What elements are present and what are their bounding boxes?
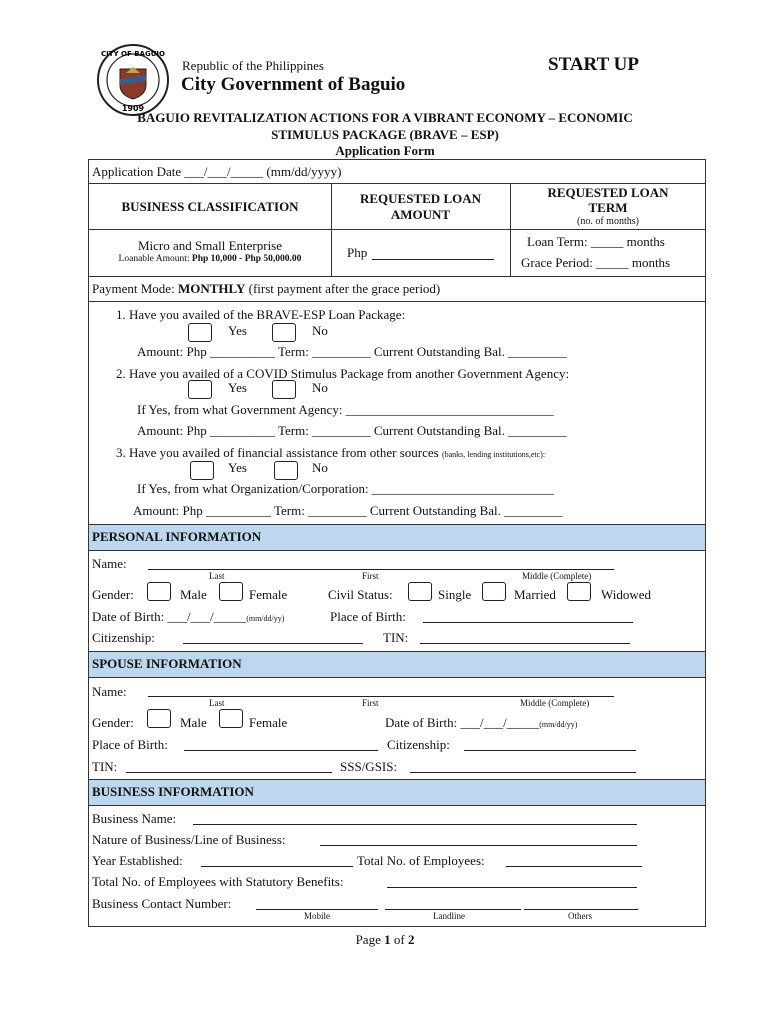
form-title-line3: Application Form xyxy=(335,143,435,158)
divider xyxy=(88,550,706,551)
question-2: 2. Have you availed of a COVID Stimulus Package from another Government Agency: xyxy=(116,366,570,381)
q2-yes-checkbox[interactable] xyxy=(188,380,212,399)
statutory-employees-label: Total No. of Employees with Statutory Benefits: xyxy=(92,874,344,889)
payment-mode-note: (first payment after the grace period) xyxy=(248,281,441,296)
total-employees-input[interactable] xyxy=(506,866,642,867)
personal-male-label: Male xyxy=(180,587,207,602)
q3-amount-line[interactable]: Amount: Php __________ Term: _________ Current Outstanding Bal. _________ xyxy=(133,503,563,518)
spouse-sss-label: SSS/GSIS: xyxy=(340,759,398,774)
personal-dob-format: (mm/dd/yy) xyxy=(246,614,285,623)
spouse-tin-label: TIN: xyxy=(92,759,118,774)
married-label: Married xyxy=(514,587,556,602)
spouse-middle-caption: Middle (Complete) xyxy=(520,698,590,708)
q1-no-label: No xyxy=(312,323,328,338)
spouse-dob-field[interactable] xyxy=(385,715,577,731)
personal-info-title: PERSONAL INFORMATION xyxy=(92,529,262,544)
loanable-prefix: Loanable Amount: xyxy=(118,254,190,264)
q3-no-checkbox[interactable] xyxy=(274,461,298,480)
page-total: 2 xyxy=(407,932,415,947)
republic-text: Republic of the Philippines xyxy=(182,58,324,73)
question-3-note: (banks, lending institutions,etc): xyxy=(441,450,546,459)
business-type: Micro and Small Enterprise xyxy=(137,238,283,253)
col-requested-amount-1: REQUESTED LOAN xyxy=(360,191,481,206)
spouse-last-caption: Last xyxy=(209,698,225,708)
question-1: 1. Have you availed of the BRAVE-ESP Loan Package: xyxy=(116,307,406,322)
spouse-female-label: Female xyxy=(249,715,288,730)
spouse-male-label: Male xyxy=(180,715,207,730)
seal-year: 1909 xyxy=(121,104,145,113)
divider xyxy=(88,301,706,302)
grace-period-field[interactable]: Grace Period: _____ months xyxy=(521,255,671,270)
spouse-sss-input[interactable] xyxy=(410,772,636,773)
loanable-value: Php 10,000 - Php 50,000.00 xyxy=(191,254,302,264)
others-caption: Others xyxy=(568,911,592,921)
spouse-female-checkbox[interactable] xyxy=(219,709,243,728)
col-requested-term-3: (no. of months) xyxy=(577,216,639,227)
personal-citizenship-label: Citizenship: xyxy=(92,630,155,645)
personal-first-caption: First xyxy=(362,571,379,581)
q2-no-label: No xyxy=(312,380,328,395)
personal-pob-input[interactable] xyxy=(423,622,633,623)
divider xyxy=(88,805,706,806)
personal-middle-caption: Middle (Complete) xyxy=(522,571,592,581)
q2-yes-label: Yes xyxy=(228,380,247,395)
personal-name-label: Name: xyxy=(92,556,127,571)
personal-name-input[interactable] xyxy=(148,569,614,570)
page-of: of xyxy=(393,932,405,947)
single-checkbox[interactable] xyxy=(408,582,432,601)
spouse-tin-input[interactable] xyxy=(126,772,332,773)
spouse-gender-label: Gender: xyxy=(92,715,134,730)
year-established-label: Year Established: xyxy=(92,853,183,868)
question-3-text: 3. Have you availed of financial assistance from other sources xyxy=(116,445,439,460)
php-label: Php xyxy=(347,245,368,260)
business-nature-label: Nature of Business/Line of Business: xyxy=(92,832,286,847)
personal-pob-label: Place of Birth: xyxy=(330,609,406,624)
form-title-line2: STIMULUS PACKAGE (BRAVE – ESP) xyxy=(271,127,499,142)
spouse-name-input[interactable] xyxy=(148,696,614,697)
personal-tin-label: TIN: xyxy=(383,630,409,645)
spouse-male-checkbox[interactable] xyxy=(147,709,171,728)
payment-mode xyxy=(92,281,440,297)
personal-female-label: Female xyxy=(249,587,288,602)
spouse-first-caption: First xyxy=(362,698,379,708)
form-title-line1: BAGUIO REVITALIZATION ACTIONS FOR A VIBRANT ECONOMY – ECONOMIC xyxy=(137,110,633,125)
q1-yes-checkbox[interactable] xyxy=(188,323,212,342)
q2-amount-line[interactable]: Amount: Php __________ Term: _________ Current Outstanding Bal. _________ xyxy=(137,423,567,438)
q3-yes-label: Yes xyxy=(228,460,247,475)
loanable-amount xyxy=(89,254,331,264)
q3-org-line[interactable]: If Yes, from what Organization/Corporation: ____________________________ xyxy=(137,481,554,496)
others-input[interactable] xyxy=(524,909,638,910)
mobile-input[interactable] xyxy=(256,909,378,910)
personal-last-caption: Last xyxy=(209,571,225,581)
page-number xyxy=(0,932,770,948)
spouse-pob-label: Place of Birth: xyxy=(92,737,168,752)
page-prefix: Page xyxy=(355,932,381,947)
civil-status-label: Civil Status: xyxy=(328,587,393,602)
spouse-dob-label: Date of Birth: ___/___/_____ xyxy=(385,715,540,730)
personal-dob-label: Date of Birth: ___/___/_____ xyxy=(92,609,247,624)
personal-gender-label: Gender: xyxy=(92,587,134,602)
col-requested-term-2: TERM xyxy=(588,200,628,215)
col-requested-amount-2: AMOUNT xyxy=(390,207,451,222)
city-seal-logo xyxy=(96,43,170,117)
year-established-input[interactable] xyxy=(201,866,353,867)
q1-yes-label: Yes xyxy=(228,323,247,338)
q3-yes-checkbox[interactable] xyxy=(190,461,214,480)
personal-citizenship-input[interactable] xyxy=(183,643,363,644)
payment-mode-label: Payment Mode: xyxy=(92,281,175,296)
widowed-label: Widowed xyxy=(601,587,652,602)
landline-input[interactable] xyxy=(385,909,521,910)
divider xyxy=(88,183,706,184)
total-employees-label: Total No. of Employees: xyxy=(357,853,485,868)
col-business-classification: BUSINESS CLASSIFICATION xyxy=(121,199,299,214)
divider xyxy=(88,229,706,230)
business-name-input[interactable] xyxy=(193,824,637,825)
personal-female-checkbox[interactable] xyxy=(219,582,243,601)
application-date-field[interactable]: Application Date ___/___/_____ (mm/dd/yyyy) xyxy=(92,164,342,179)
spouse-info-title: SPOUSE INFORMATION xyxy=(92,656,242,671)
spouse-pob-input[interactable] xyxy=(184,750,378,751)
widowed-checkbox[interactable] xyxy=(567,582,591,601)
divider xyxy=(88,276,706,277)
loan-term-field[interactable]: Loan Term: _____ months xyxy=(527,234,665,249)
q3-no-label: No xyxy=(312,460,328,475)
single-label: Single xyxy=(438,587,472,602)
landline-caption: Landline xyxy=(433,911,465,921)
q1-no-checkbox[interactable] xyxy=(272,323,296,342)
personal-tin-input[interactable] xyxy=(420,643,630,644)
spouse-name-label: Name: xyxy=(92,684,127,699)
q2-agency-line[interactable]: If Yes, from what Government Agency: ________________________________ xyxy=(137,402,554,417)
business-name-label: Business Name: xyxy=(92,811,177,826)
payment-mode-value: MONTHLY xyxy=(177,281,246,296)
spouse-citizenship-input[interactable] xyxy=(464,750,636,751)
contact-number-label: Business Contact Number: xyxy=(92,896,232,911)
q1-amount-line[interactable]: Amount: Php __________ Term: _________ Current Outstanding Bal. _________ xyxy=(137,344,567,359)
business-nature-input[interactable] xyxy=(320,845,637,846)
seal-text: CITY OF BAGUIO xyxy=(101,50,165,58)
q2-no-checkbox[interactable] xyxy=(272,380,296,399)
amount-input[interactable] xyxy=(372,259,494,260)
personal-dob-field[interactable] xyxy=(92,609,284,625)
business-info-title: BUSINESS INFORMATION xyxy=(92,784,254,799)
personal-male-checkbox[interactable] xyxy=(147,582,171,601)
col-requested-term-1: REQUESTED LOAN xyxy=(547,185,669,200)
question-3 xyxy=(116,445,545,461)
divider xyxy=(88,677,706,678)
statutory-employees-input[interactable] xyxy=(387,887,637,888)
start-up-label: START UP xyxy=(548,54,640,75)
married-checkbox[interactable] xyxy=(482,582,506,601)
page-current: 1 xyxy=(384,932,391,947)
mobile-caption: Mobile xyxy=(304,911,330,921)
city-government-text: City Government of Baguio xyxy=(181,74,406,95)
spouse-dob-format: (mm/dd/yy) xyxy=(539,720,578,729)
spouse-citizenship-label: Citizenship: xyxy=(387,737,450,752)
